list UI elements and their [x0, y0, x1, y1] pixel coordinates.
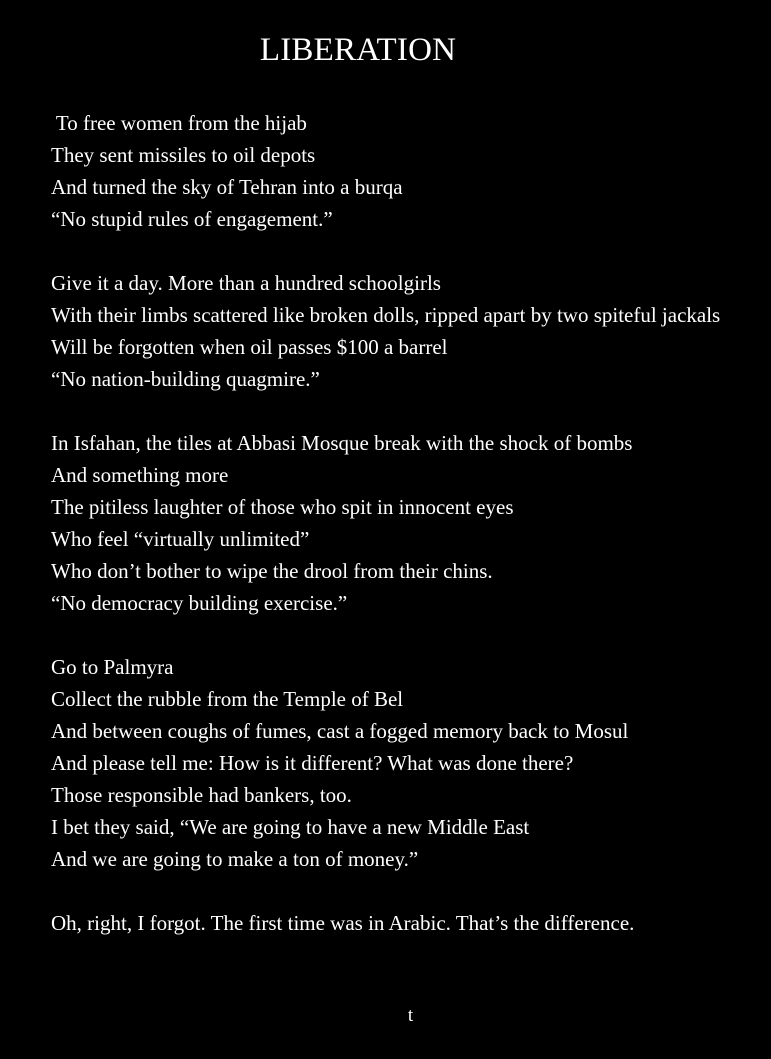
- poem-body: [51, 107, 731, 971]
- poem-line: Collect the rubble from the Temple of Bel: [51, 687, 404, 711]
- poem-line: Go to Palmyra: [51, 655, 174, 679]
- poem-line: And we are going to make a ton of money.”: [51, 847, 419, 871]
- poem-line: And between coughs of fumes, cast a fogged memory back to Mosul: [51, 719, 629, 743]
- poem-line: With their limbs scattered like broken dolls, ripped apart by two spiteful jackals: [51, 303, 721, 327]
- poem-line: Who feel “virtually unlimited”: [51, 527, 310, 551]
- stanza: [51, 427, 731, 619]
- poem-line: To free women from the hijab: [51, 111, 307, 135]
- poem-line: I bet they said, “We are going to have a new Middle East: [51, 815, 530, 839]
- poem-line: The pitiless laughter of those who spit in innocent eyes: [51, 495, 514, 519]
- poem-line: Who don’t bother to wipe the drool from their chins.: [51, 559, 493, 583]
- poem-line: Give it a day. More than a hundred schoolgirls: [51, 271, 441, 295]
- poem-line: And something more: [51, 463, 229, 487]
- poem-line: In Isfahan, the tiles at Abbasi Mosque break with the shock of bombs: [51, 431, 633, 455]
- poem-line: Will be forgotten when oil passes $100 a barrel: [51, 335, 448, 359]
- footer-mark: t: [407, 1005, 414, 1026]
- poem-line: “No democracy building exercise.”: [51, 591, 348, 615]
- stanza: [51, 267, 731, 395]
- poem-line: They sent missiles to oil depots: [51, 143, 316, 167]
- stanza: [51, 651, 731, 875]
- poem-line: And please tell me: How is it different? What was done there?: [51, 751, 574, 775]
- poem-line: And turned the sky of Tehran into a burqa: [51, 175, 403, 199]
- stanza: [51, 107, 731, 235]
- poem-line: “No stupid rules of engagement.”: [51, 207, 333, 231]
- poem-line: Oh, right, I forgot. The first time was in Arabic. That’s the difference.: [51, 911, 635, 935]
- stanza: [51, 907, 731, 939]
- page-title: LIBERATION: [259, 32, 457, 68]
- poem-line: “No nation-building quagmire.”: [51, 367, 320, 391]
- poem-line: Those responsible had bankers, too.: [51, 783, 352, 807]
